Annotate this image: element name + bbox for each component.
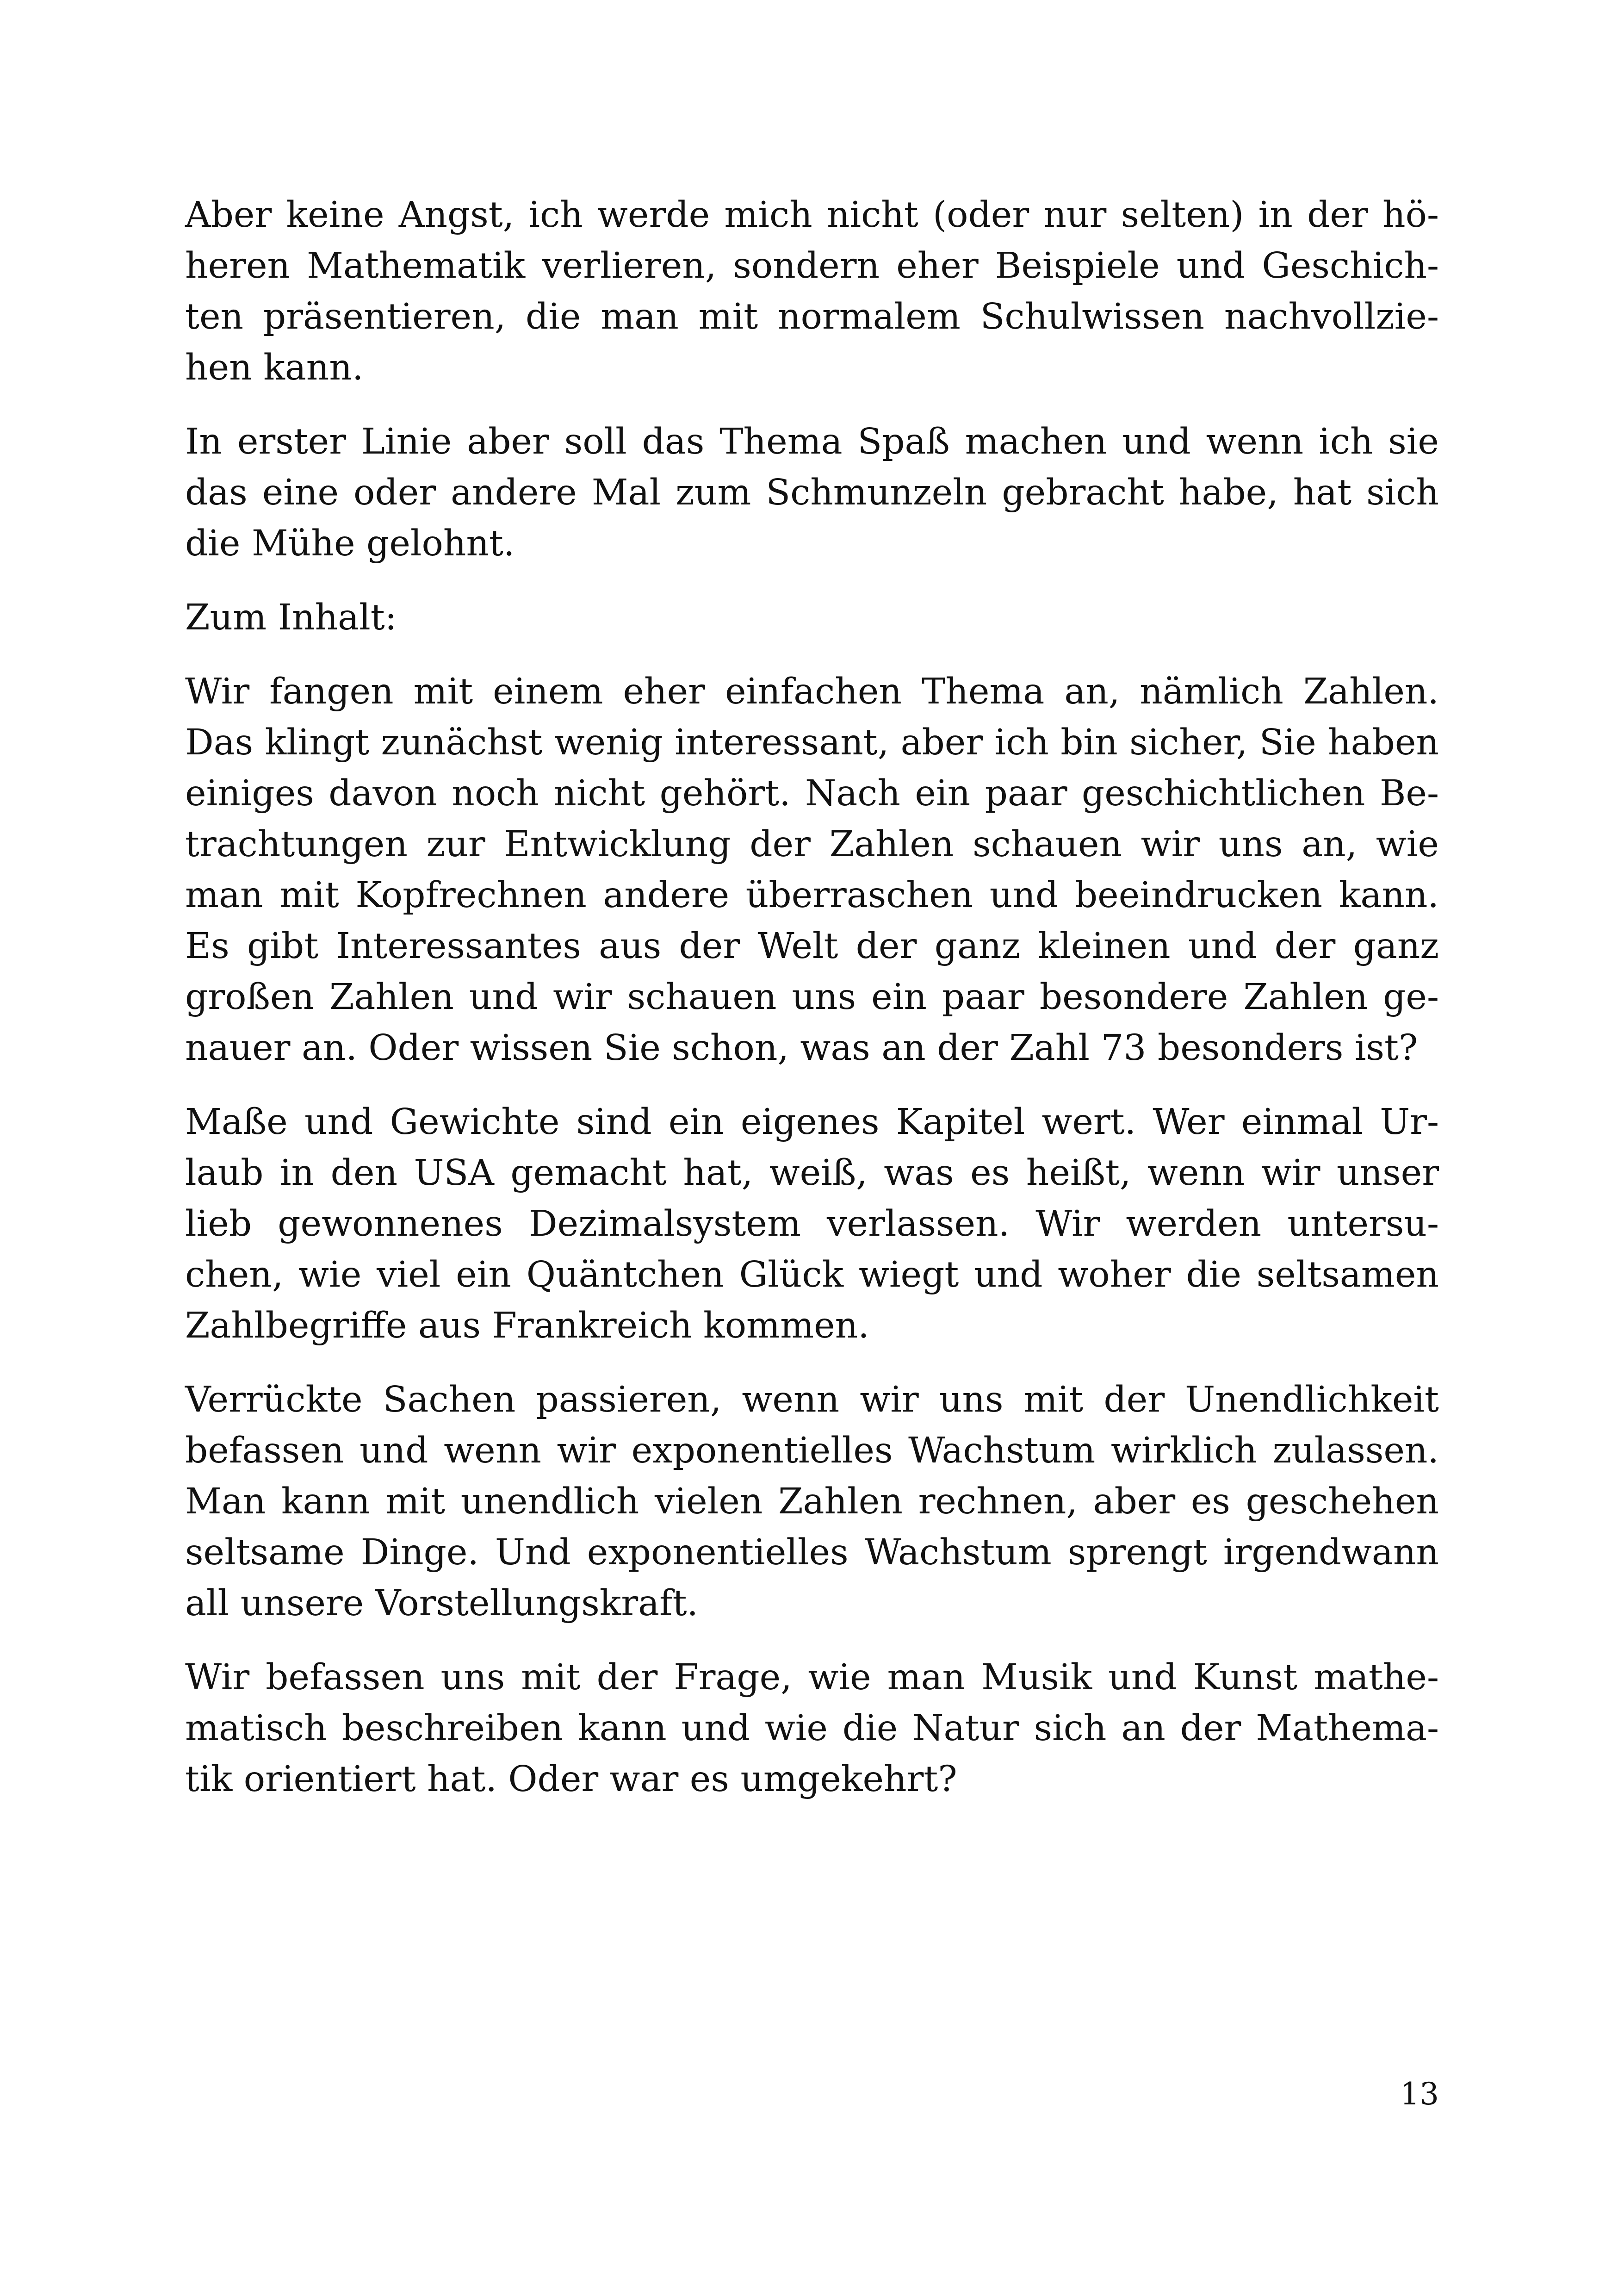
text-line: heren Mathematik verlieren, sondern eher Beispiele und Geschich- bbox=[185, 245, 1439, 286]
paragraph-intro bbox=[185, 190, 1439, 393]
text-line: trachtungen zur Entwicklung der Zahlen schauen wir uns an, wie bbox=[185, 824, 1439, 865]
text-line: Zahlbegriffe aus Frankreich kommen. bbox=[185, 1305, 869, 1346]
text-line: hen kann. bbox=[185, 347, 364, 388]
paragraph-music-art bbox=[185, 1652, 1439, 1805]
text-line: seltsame Dinge. Und exponentielles Wachstum sprengt irgendwann bbox=[185, 1532, 1439, 1573]
text-line: matisch beschreiben kann und wie die Natur sich an der Mathema- bbox=[185, 1708, 1439, 1749]
text-line: einiges davon noch nicht gehört. Nach ein paar geschichtlichen Be- bbox=[185, 773, 1439, 814]
text-line: laub in den USA gemacht hat, weiß, was es heißt, wenn wir unser bbox=[185, 1152, 1439, 1194]
paragraph-numbers bbox=[185, 666, 1439, 1074]
text-line: Es gibt Interessantes aus der Welt der ganz kleinen und der ganz bbox=[185, 926, 1439, 967]
text-line: Wir fangen mit einem eher einfachen Thema an, nämlich Zahlen. bbox=[185, 671, 1439, 712]
text-line: tik orientiert hat. Oder war es umgekehrt? bbox=[185, 1759, 957, 1800]
paragraph-fun bbox=[185, 417, 1439, 569]
text-line: ten präsentieren, die man mit normalem Schulwissen nachvollzie- bbox=[185, 296, 1439, 337]
text-line: Wir befassen uns mit der Frage, wie man Musik und Kunst mathe- bbox=[185, 1657, 1439, 1698]
page-number: 13 bbox=[1400, 2076, 1439, 2112]
paragraph-infinity bbox=[185, 1375, 1439, 1629]
text-line: Man kann mit unendlich vielen Zahlen rechnen, aber es geschehen bbox=[185, 1481, 1439, 1522]
text-line: Maße und Gewichte sind ein eigenes Kapitel wert. Wer einmal Ur- bbox=[185, 1101, 1439, 1143]
text-line: die Mühe gelohnt. bbox=[185, 523, 515, 564]
text-line: Zum Inhalt: bbox=[185, 597, 397, 638]
body-text bbox=[185, 190, 1439, 1828]
text-line: all unsere Vorstellungskraft. bbox=[185, 1583, 699, 1624]
text-line: In erster Linie aber soll das Thema Spaß machen und wenn ich sie bbox=[185, 421, 1439, 462]
text-line: chen, wie viel ein Quäntchen Glück wiegt und woher die seltsamen bbox=[185, 1254, 1439, 1295]
paragraph-measures bbox=[185, 1097, 1439, 1351]
text-line: man mit Kopfrechnen andere überraschen und beeindrucken kann. bbox=[185, 875, 1439, 916]
text-line: lieb gewonnenes Dezimalsystem verlassen. Wir werden untersu- bbox=[185, 1203, 1439, 1244]
text-line: Aber keine Angst, ich werde mich nicht (oder nur selten) in der hö- bbox=[185, 194, 1439, 236]
text-line: nauer an. Oder wissen Sie schon, was an der Zahl 73 besonders ist? bbox=[185, 1027, 1418, 1069]
text-line: das eine oder andere Mal zum Schmunzeln gebracht habe, hat sich bbox=[185, 472, 1439, 513]
text-line: großen Zahlen und wir schauen uns ein paar besondere Zahlen ge- bbox=[185, 977, 1439, 1018]
paragraph-contents-heading bbox=[185, 592, 1439, 643]
text-line: Das klingt zunächst wenig interessant, aber ich bin sicher, Sie haben bbox=[185, 722, 1439, 763]
text-line: Verrückte Sachen passieren, wenn wir uns mit der Unendlichkeit bbox=[185, 1379, 1439, 1420]
text-line: befassen und wenn wir exponentielles Wachstum wirklich zulassen. bbox=[185, 1430, 1439, 1471]
